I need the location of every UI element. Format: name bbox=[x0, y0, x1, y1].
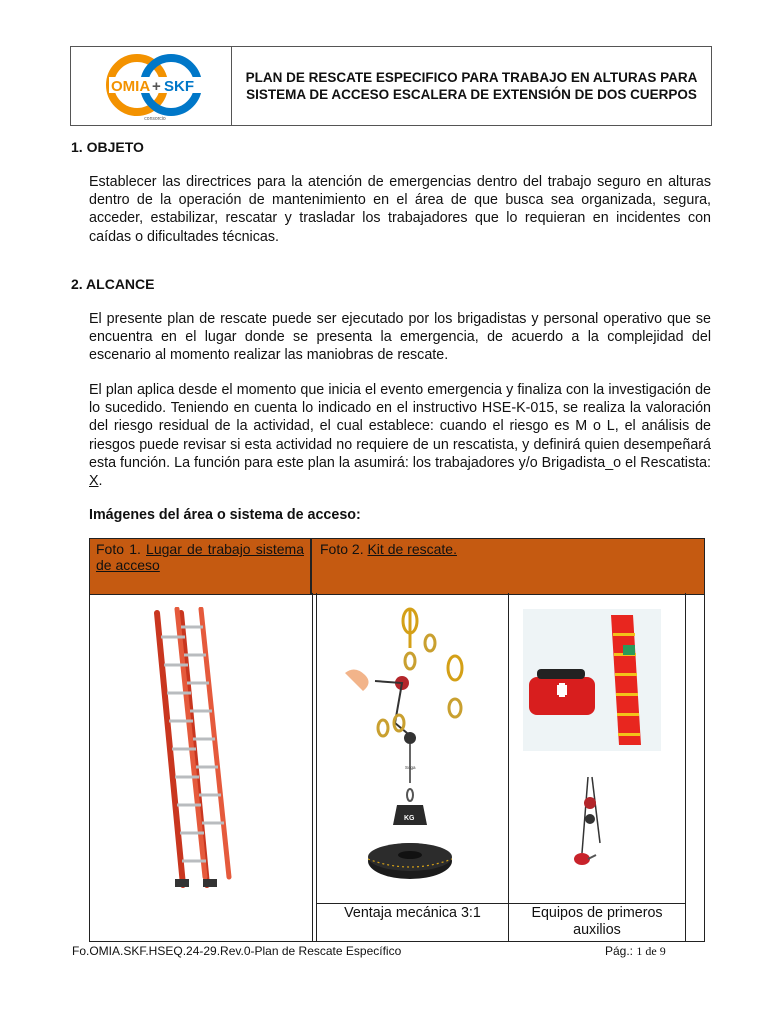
section-objeto-heading: 1. OBJETO bbox=[71, 139, 144, 155]
extension-ladder-image bbox=[145, 607, 245, 892]
pulley-system-image bbox=[335, 603, 485, 893]
page-prefix: Pág.: bbox=[605, 944, 637, 958]
logo-subtext: consorcio bbox=[144, 116, 166, 122]
photo-2-prefix: Foto 2. bbox=[320, 541, 368, 557]
images-section-title: Imágenes del área o sistema de acceso: bbox=[89, 507, 361, 523]
footer-document-code: Fo.OMIA.SKF.HSEQ.24-29.Rev.0-Plan de Rescate Específico bbox=[72, 944, 402, 958]
paragraph-2-text: El plan aplica desde el momento que inicia el evento emergencia y finaliza con la investigación de lo sucedido. Teniendo en cuenta lo indicado en el instructivo HSE-K-015, se realiza la valoración del riesgo residual de la actividad, el cual establece: cuando el riesgo es M o L, el análisis de riesgos puede revisar si esta actividad no requiere de un rescatista, y definirá quien desempeñará esta función. La función para este plan la asumirá: los trabajadores y/o Brigadista_o el Rescatista: bbox=[89, 382, 711, 471]
caption-mechanical-advantage: Ventaja mecánica 3:1 bbox=[344, 905, 481, 921]
photo-1-header bbox=[90, 539, 312, 594]
logo-text-right: SKF bbox=[164, 78, 194, 95]
company-logo bbox=[71, 47, 232, 125]
page-total: 9 bbox=[659, 944, 666, 958]
rope-label: Soga bbox=[405, 765, 416, 770]
page-of: de bbox=[642, 944, 660, 958]
section-alcance-paragraph-1: El presente plan de rescate puede ser ejecutado por los brigadistas y personal operativo que se encuentra en el lugar donde se presenta la emergencia, de acuerdo a la complejidad del escenario al momento realizar las maniobras de rescate. bbox=[89, 311, 711, 364]
photo-2-header bbox=[314, 539, 704, 594]
document-header bbox=[70, 46, 712, 126]
caption-first-aid: Equipos de primeros auxilios bbox=[531, 905, 663, 938]
title-line-2: SISTEMA DE ACCESO ESCALERA DE EXTENSIÓN DE DOS CUERPOS bbox=[246, 87, 697, 102]
page-current: 1 bbox=[636, 944, 643, 958]
photo-table-body bbox=[89, 593, 705, 942]
paragraph-2-end: . bbox=[98, 473, 103, 490]
section-alcance-heading: 2. ALCANCE bbox=[71, 276, 155, 292]
photo-1-prefix: Foto 1. bbox=[96, 541, 147, 557]
section-objeto-paragraph: Establecer las directrices para la atención de emergencias dentro del trabajo seguro en alturas dentro de la operación de mantenimiento en el área de que busca sea organizada, segura, acceder, estabilizar, rescatar y trasladar los trabajadores que lo requieran en incidentes con caídas o dificultades técnicas. bbox=[89, 174, 711, 245]
document-title bbox=[232, 47, 711, 125]
logo-text-left: OMIA bbox=[111, 78, 151, 95]
photo-1-link[interactable]: Lugar de trabajo sistema de acceso bbox=[96, 541, 304, 573]
rescuer-mark: X bbox=[89, 473, 99, 490]
photo-table-header bbox=[89, 538, 705, 595]
first-aid-kit-image bbox=[523, 609, 661, 751]
weight-label: KG bbox=[404, 815, 415, 822]
title-line-1: PLAN DE RESCATE ESPECIFICO PARA TRABAJO EN ALTURAS PARA bbox=[245, 70, 698, 85]
logo-text-plus: + bbox=[152, 78, 161, 95]
footer-page-number bbox=[605, 944, 666, 959]
rescue-pulley-image bbox=[560, 773, 620, 873]
photo-2-link[interactable]: Kit de rescate. bbox=[367, 541, 457, 557]
section-alcance-paragraph-2 bbox=[89, 381, 711, 490]
